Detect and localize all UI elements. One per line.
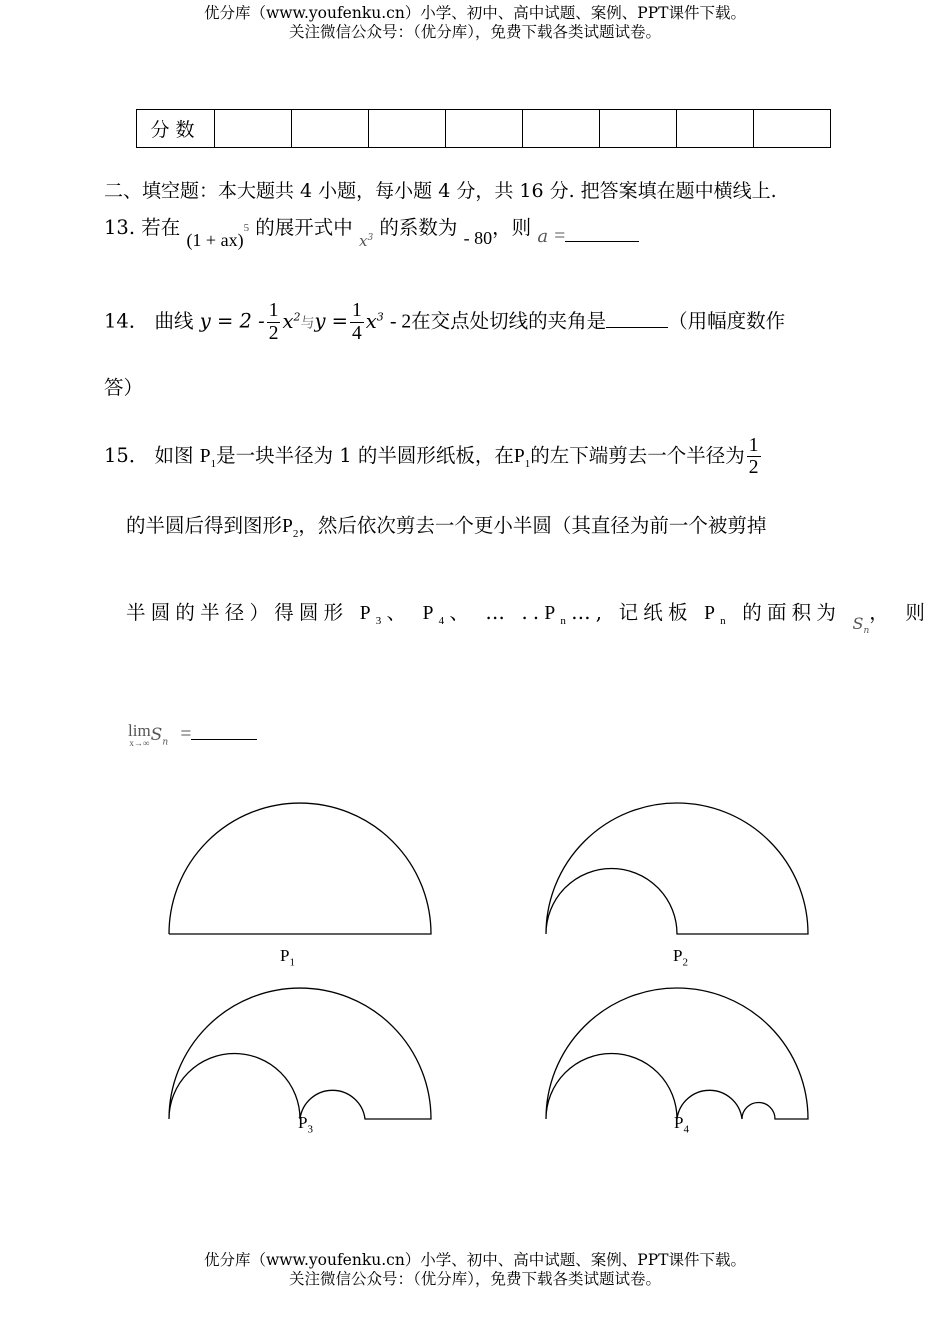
page-footer xyxy=(0,1251,950,1289)
figure-label-p3: $P_3$ xyxy=(298,1113,313,1136)
q15-limit-s: $S_n$ xyxy=(150,725,169,748)
figure-p2 xyxy=(546,803,808,934)
question-15-line-2: 的半圆后得到图形$P_2$，然后依次剪去一个更小半圆（其直径为前一个被剪掉 xyxy=(126,514,767,540)
question-15-limit: lim x→∞ $S_n$ = xyxy=(128,722,257,754)
q15-pn: $P_n$ xyxy=(544,603,572,627)
q14-fraction-1: $\frac{1}{2}$ xyxy=(268,300,279,344)
q14-expr-3: - 2 xyxy=(389,311,412,333)
q15-p1: $P_1$ xyxy=(199,446,217,470)
figure-label-p4: $P_4$ xyxy=(674,1113,689,1136)
q15-p2: $P_2$ xyxy=(282,516,299,540)
q14-text-4: （用幅度数作 xyxy=(668,309,786,333)
q14-x-cubed: $x^3$ xyxy=(365,309,384,333)
q14-expr-2: y = xyxy=(314,309,349,333)
q14-expr-1: y = 2 - xyxy=(199,309,265,333)
footer-line-2: 关注微信公众号：（优分库），免费下载各类试题试卷。 xyxy=(288,1270,661,1288)
section-title: 二、填空题：本大题共 4 小题，每小题 4 分，共 16 分. 把答案填在题中横线上. xyxy=(104,180,777,202)
header-line-1: 优分库（www.youfenku.cn）小学、初中、高中试题、案例、PPT课件下载。 xyxy=(203,4,747,22)
q13-text-1: 若在 xyxy=(141,216,181,239)
q13-coef: - 80 xyxy=(463,228,493,248)
q15-lim: lim x→∞ xyxy=(128,721,151,748)
q13-x: x3 xyxy=(359,232,374,250)
q15-text-1: 如图 xyxy=(154,444,194,467)
q13-text-4: ，则 xyxy=(492,216,532,239)
q15-p1b: $P_1$ xyxy=(513,446,531,470)
q14-text-2: 与 xyxy=(300,315,315,332)
figure-p4 xyxy=(546,988,808,1119)
question-14-cont: 答） xyxy=(104,376,144,399)
q14-text-1: 曲线 xyxy=(154,309,194,333)
question-15-line-3: 半圆的半径）得圆形 $P_3$、 $P_4$、 … $..P_n\dots$, 记纸板 $P_n$ 的面积为 $_{S_n}$， 则 xyxy=(126,601,931,637)
q15-pn-b: $P_n$ xyxy=(704,603,731,627)
q14-number: 14． xyxy=(104,309,149,333)
q14-x-squared: $x^2$ xyxy=(282,309,301,333)
q15-number: 15． xyxy=(104,444,149,467)
footer-line-1: 优分库（www.youfenku.cn）小学、初中、高中试题、案例、PPT课件下载。 xyxy=(203,1251,747,1269)
q15-p4: $P_4$ xyxy=(422,603,450,627)
q13-number: 13. xyxy=(104,216,136,239)
q13-expr: (1 + ax)$^5$ xyxy=(186,222,250,250)
q15-fraction: $\frac{1}{2}$ xyxy=(748,434,759,478)
q13-text-3: 的系数为 xyxy=(379,216,458,239)
q15-sn: Sn xyxy=(852,614,870,637)
figure-label-p2: $P_2$ xyxy=(673,946,688,969)
q14-text-3: 在交点处切线的夹角是 xyxy=(411,309,607,333)
figure-label-p1: $P_1$ xyxy=(280,946,295,969)
q14-fraction-2: $\frac{1}{4}$ xyxy=(352,300,362,344)
q13-text-2: 的展开式中 xyxy=(255,216,353,239)
q15-text-2: 是一块半径为 1 的半圆形纸板，在 xyxy=(216,444,514,467)
score-label: 分数 xyxy=(137,110,215,148)
q15-text-3: 的左下端剪去一个半径为 xyxy=(530,444,745,467)
figure-p3 xyxy=(169,988,431,1119)
q15-p3: $P_3$ xyxy=(359,603,387,627)
figure-p1 xyxy=(169,803,431,934)
header-line-2: 关注微信公众号：（优分库），免费下载各类试题试卷。 xyxy=(288,23,661,41)
q13-eq: = xyxy=(554,226,566,247)
q13-var: a xyxy=(537,226,549,247)
